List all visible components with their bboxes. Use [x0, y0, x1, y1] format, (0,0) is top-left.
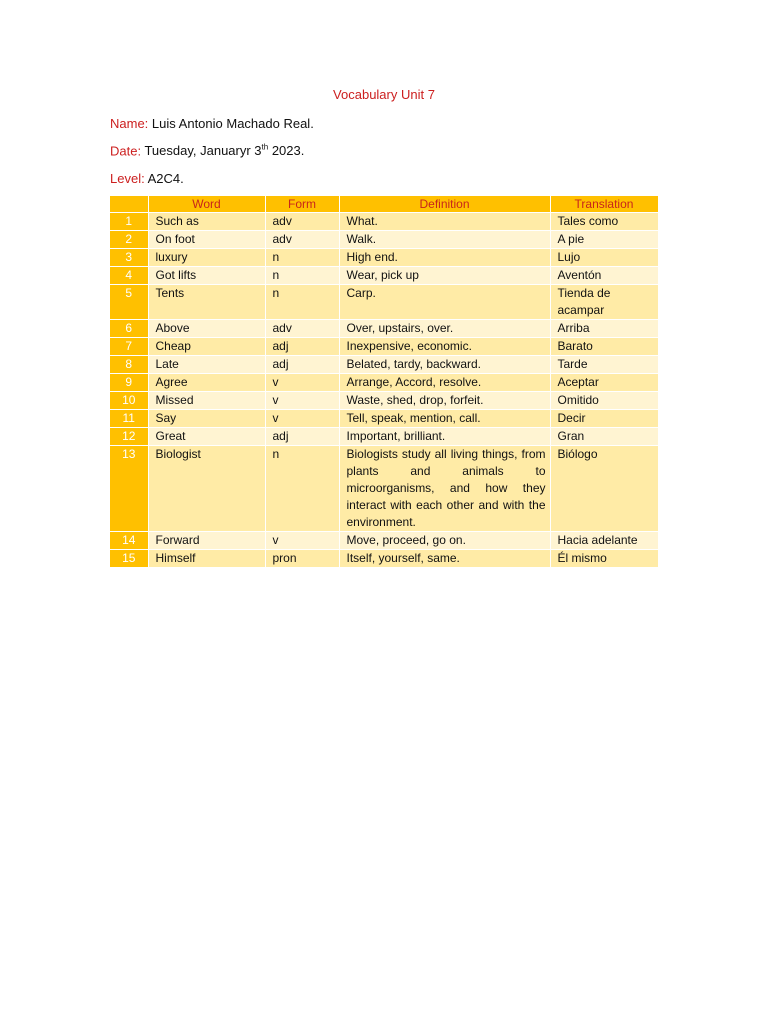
form-cell: v	[265, 410, 339, 428]
definition-cell: Over, upstairs, over.	[339, 320, 550, 338]
form-cell: v	[265, 374, 339, 392]
table-row	[110, 532, 658, 550]
word-cell: Tents	[148, 285, 265, 320]
date-value	[144, 143, 304, 158]
definition-cell: Wear, pick up	[339, 267, 550, 285]
translation-cell: Tales como	[550, 213, 658, 231]
row-number: 5	[110, 285, 148, 320]
table-row	[110, 356, 658, 374]
translation-cell: A pie	[550, 231, 658, 249]
form-cell: adj	[265, 428, 339, 446]
row-number: 11	[110, 410, 148, 428]
translation-cell: Decir	[550, 410, 658, 428]
translation-cell: Tarde	[550, 356, 658, 374]
form-cell: v	[265, 392, 339, 410]
form-cell: adv	[265, 231, 339, 249]
word-cell: Cheap	[148, 338, 265, 356]
row-number: 13	[110, 446, 148, 532]
name-label: Name:	[110, 116, 149, 131]
level-value: A2C4.	[147, 171, 184, 186]
table-row	[110, 446, 658, 532]
table-row	[110, 285, 658, 320]
translation-cell: Tienda de acampar	[550, 285, 658, 320]
translation-cell: Gran	[550, 428, 658, 446]
definition-cell: Inexpensive, economic.	[339, 338, 550, 356]
definition-cell: Important, brilliant.	[339, 428, 550, 446]
table-row	[110, 338, 658, 356]
translation-cell: Él mismo	[550, 550, 658, 568]
row-number: 1	[110, 213, 148, 231]
word-cell: Missed	[148, 392, 265, 410]
form-cell: adj	[265, 338, 339, 356]
word-cell: Biologist	[148, 446, 265, 532]
word-cell: Great	[148, 428, 265, 446]
form-cell: adj	[265, 356, 339, 374]
translation-cell: Aceptar	[550, 374, 658, 392]
definition-cell: Move, proceed, go on.	[339, 532, 550, 550]
word-cell: On foot	[148, 231, 265, 249]
definition-cell: What.	[339, 213, 550, 231]
header-form: Form	[265, 196, 339, 213]
form-cell: n	[265, 267, 339, 285]
table-row	[110, 320, 658, 338]
form-cell: adv	[265, 213, 339, 231]
row-number: 3	[110, 249, 148, 267]
definition-cell: Belated, tardy, backward.	[339, 356, 550, 374]
name-value: Luis Antonio Machado Real.	[151, 116, 314, 131]
header-word: Word	[148, 196, 265, 213]
row-number: 8	[110, 356, 148, 374]
definition-cell: Waste, shed, drop, forfeit.	[339, 392, 550, 410]
form-cell: adv	[265, 320, 339, 338]
word-cell: Such as	[148, 213, 265, 231]
table-row	[110, 550, 658, 568]
table-row	[110, 410, 658, 428]
header-number	[110, 196, 148, 213]
date-ordinal: th	[261, 143, 269, 152]
document-title: Vocabulary Unit 7	[333, 87, 435, 102]
table-body	[110, 213, 658, 568]
row-number: 12	[110, 428, 148, 446]
form-cell: v	[265, 532, 339, 550]
definition-cell: Carp.	[339, 285, 550, 320]
level-line	[110, 171, 184, 186]
translation-cell: Hacia adelante	[550, 532, 658, 550]
table-row	[110, 392, 658, 410]
word-cell: Above	[148, 320, 265, 338]
translation-cell: Aventón	[550, 267, 658, 285]
level-label: Level:	[110, 171, 145, 186]
table-row	[110, 249, 658, 267]
word-cell: Forward	[148, 532, 265, 550]
definition-cell: Walk.	[339, 231, 550, 249]
form-cell: n	[265, 249, 339, 267]
translation-cell: Biólogo	[550, 446, 658, 532]
definition-cell: Tell, speak, mention, call.	[339, 410, 550, 428]
table-row	[110, 213, 658, 231]
definition-cell: Itself, yourself, same.	[339, 550, 550, 568]
translation-cell: Omitido	[550, 392, 658, 410]
row-number: 6	[110, 320, 148, 338]
translation-cell: Lujo	[550, 249, 658, 267]
row-number: 9	[110, 374, 148, 392]
definition-cell: Arrange, Accord, resolve.	[339, 374, 550, 392]
date-label: Date:	[110, 143, 142, 159]
word-cell: Late	[148, 356, 265, 374]
word-cell: Agree	[148, 374, 265, 392]
translation-cell: Arriba	[550, 320, 658, 338]
table-header-row	[110, 196, 658, 213]
row-number: 7	[110, 338, 148, 356]
header-translation: Translation	[550, 196, 658, 213]
form-cell: n	[265, 446, 339, 532]
table-row	[110, 267, 658, 285]
form-cell: pron	[265, 550, 339, 568]
date-prefix: Tuesday, Januaryr 3	[144, 143, 262, 159]
row-number: 4	[110, 267, 148, 285]
word-cell: Himself	[148, 550, 265, 568]
word-cell: Got lifts	[148, 267, 265, 285]
table-row	[110, 374, 658, 392]
form-cell: n	[265, 285, 339, 320]
name-line	[110, 116, 314, 131]
date-line	[110, 143, 304, 158]
translation-cell: Barato	[550, 338, 658, 356]
definition-cell: High end.	[339, 249, 550, 267]
row-number: 15	[110, 550, 148, 568]
row-number: 10	[110, 392, 148, 410]
word-cell: Say	[148, 410, 265, 428]
definition-cell: Biologists study all living things, from plants and animals to microorganisms, and how they interact with each other and with the environment.	[339, 446, 550, 532]
header-definition: Definition	[339, 196, 550, 213]
date-suffix: 2023.	[268, 143, 305, 159]
vocabulary-table	[110, 196, 659, 568]
word-cell: luxury	[148, 249, 265, 267]
table-row	[110, 428, 658, 446]
table-row	[110, 231, 658, 249]
row-number: 14	[110, 532, 148, 550]
row-number: 2	[110, 231, 148, 249]
